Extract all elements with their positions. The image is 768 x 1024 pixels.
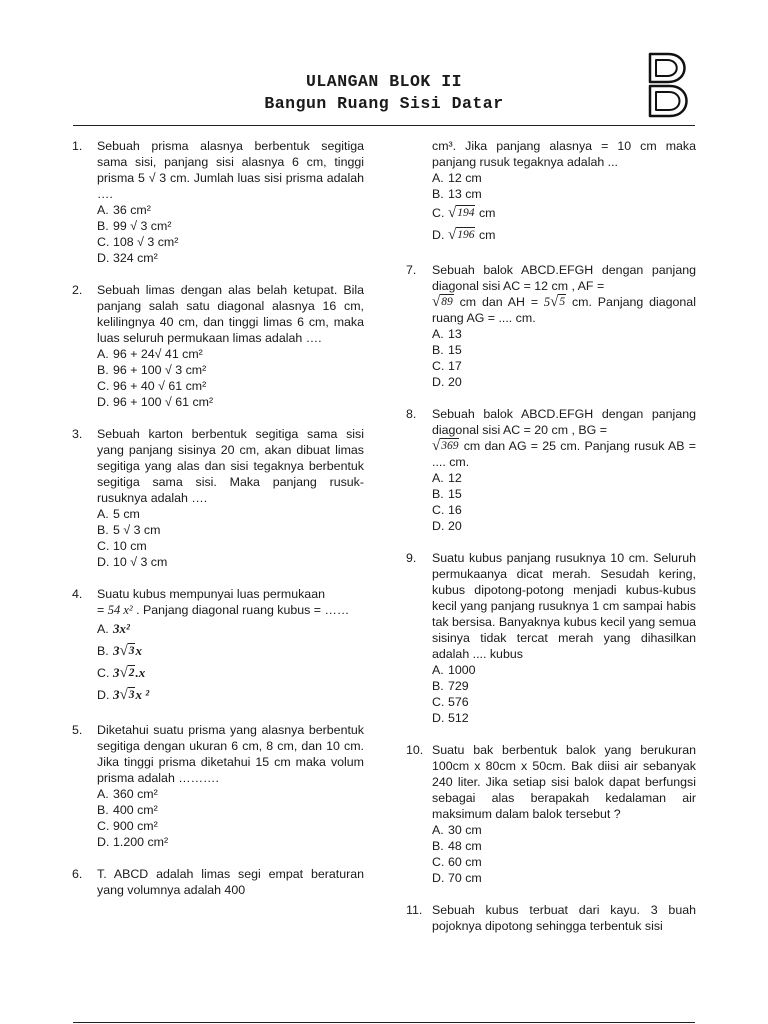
question-6 — [72, 866, 364, 898]
option-c: C. 108 √ 3 cm² — [97, 235, 179, 249]
option-c: C. 60 cm — [432, 855, 482, 869]
question-text: Diketahui suatu prisma yang alasnya berbentuk segitiga dengan ukuran 6 cm, 8 cm, dan 10 cm. Jika tinggi prisma diketahui 15 cm maka volum prisma adalah ………. — [97, 723, 364, 785]
left-column — [72, 138, 364, 914]
option-b: B. 3 √ 3 x — [97, 643, 142, 659]
sqrt-symbol: √ 3 — [119, 643, 135, 659]
option-d: D. 1.200 cm² — [97, 835, 169, 849]
option-b: B. 5 √ 3 cm — [97, 523, 161, 537]
question-4 — [72, 586, 364, 706]
question-text: Sebuah limas dengan alas belah ketupat. Bila panjang salah satu diagonal alasnya 16 cm, kelilingnya 40 cm, dan tinggi limas 6 cm, maka luas seluruh permukaan limas adalah …. — [97, 283, 364, 345]
question-number: 10. — [406, 743, 424, 757]
question-1 — [72, 138, 364, 266]
question-number: 4. — [72, 587, 83, 601]
right-column — [406, 138, 696, 950]
question-number: 8. — [406, 407, 417, 421]
question-number: 7. — [406, 263, 417, 277]
exam-subtitle: Bangun Ruang Sisi Datar — [264, 94, 504, 113]
question-text: Suatu kubus panjang rusuknya 10 cm. Seluruh permukaanya dicat merah. Sesudah kering, kubus dipotong-potong menjadi kubus-kubus kecil yang panjang rusuknya 1 cm sampai habis tak bersisa. Banyaknya kubus kecil yang semua sisinya tidak tercat merah yang dihasilkan adalah .... kubus — [432, 551, 696, 661]
sqrt-symbol: √ 369 — [432, 438, 459, 454]
question-text: Sebuah kubus terbuat dari kayu. 3 buah pojoknya dipotong sehingga terbentuk sisi — [432, 903, 696, 933]
sqrt-symbol: √ 5 — [550, 294, 566, 310]
option-c: C. 3 √ 2 .x — [97, 665, 146, 681]
question-2 — [72, 282, 364, 410]
question-number: 5. — [72, 723, 83, 737]
question-10 — [406, 742, 696, 886]
option-c: C. 96 + 40 √ 61 cm² — [97, 379, 207, 393]
option-a: A. 36 cm² — [97, 203, 151, 217]
question-text-continued: cm³. Jika panjang alasnya = 10 cm maka panjang rusuk tegaknya adalah ... — [432, 139, 696, 169]
option-c: C. √ 194 cm — [432, 205, 496, 221]
option-d: D. 70 cm — [432, 871, 482, 885]
question-text: Sebuah balok ABCD.EFGH dengan panjang diagonal sisi AC = 12 cm , AF = √ 89 cm dan AH = 5 √ 5 cm. Panjang diagonal ruang AG = .... cm. — [432, 263, 696, 325]
question-8 — [406, 406, 696, 534]
question-7 — [406, 262, 696, 390]
option-a: A. 5 cm — [97, 507, 140, 521]
option-c: C. 900 cm² — [97, 819, 158, 833]
option-b: B. 15 — [432, 487, 462, 501]
option-d: D. √ 196 cm — [432, 227, 496, 243]
question-5 — [72, 722, 364, 850]
option-list — [97, 618, 364, 706]
question-number: 3. — [72, 427, 83, 441]
exam-title: ULANGAN BLOK II — [305, 72, 463, 91]
option-a: A. 30 cm — [432, 823, 482, 837]
question-text: Suatu bak berbentuk balok yang berukuran 100cm x 80cm x 50cm. Bak diisi air sebanyak 240 liter. Jika setiap sisi balok dapat berfungsi sebagai alas berapakah kedalaman air maksimum dalam balok tersebut ? — [432, 743, 696, 821]
option-c: C. 10 cm — [97, 539, 147, 553]
option-a: A. 13 — [432, 327, 462, 341]
option-list — [432, 822, 696, 886]
option-a: A. 12 cm — [432, 171, 482, 185]
question-number: 2. — [72, 283, 83, 297]
option-a: A. 360 cm² — [97, 787, 158, 801]
question-9 — [406, 550, 696, 726]
option-d: D. 324 cm² — [97, 251, 158, 265]
question-11 — [406, 902, 696, 934]
option-list — [97, 346, 364, 410]
option-d: D. 10 √ 3 cm — [97, 555, 168, 569]
option-a: A. 12 — [432, 471, 462, 485]
option-b: B. 13 cm — [432, 187, 482, 201]
option-list — [432, 662, 696, 726]
option-c: C. 16 — [432, 503, 462, 517]
option-b: B. 48 cm — [432, 839, 482, 853]
footer-divider — [73, 1022, 695, 1023]
question-3 — [72, 426, 364, 570]
version-badge-logo — [646, 52, 694, 118]
option-d: D. 96 + 100 √ 61 cm² — [97, 395, 214, 409]
option-d: D. 512 — [432, 711, 469, 725]
question-text: Sebuah prisma alasnya berbentuk segitiga sama sisi, panjang sisi alasnya 6 cm, tinggi prisma 5 √ 3 cm. Jumlah luas sisi prisma adalah …. — [97, 139, 364, 201]
option-d: D. 20 — [432, 519, 462, 533]
question-number: 1. — [72, 139, 83, 153]
option-b: B. 15 — [432, 343, 462, 357]
sqrt-symbol: √ 3 — [119, 687, 135, 703]
option-list — [97, 506, 364, 570]
option-list — [432, 470, 696, 534]
option-b: B. 729 — [432, 679, 469, 693]
option-list — [97, 786, 364, 850]
question-number: 11. — [406, 903, 423, 917]
sqrt-symbol: √ 2 — [119, 665, 135, 681]
question-number: 6. — [72, 867, 83, 881]
math-expression: 54 x² — [107, 603, 133, 617]
option-b: B. 96 + 100 √ 3 cm² — [97, 363, 207, 377]
question-6-continued — [406, 138, 696, 246]
question-text: T. ABCD adalah limas segi empat beraturan yang volumnya adalah 400 — [97, 867, 364, 897]
option-c: C. 576 — [432, 695, 469, 709]
question-number: 9. — [406, 551, 417, 565]
option-a: A. 3x² — [97, 621, 130, 636]
option-b: B. 400 cm² — [97, 803, 158, 817]
option-d: D. 3 √ 3 x ² — [97, 687, 150, 703]
sqrt-symbol: √ 196 — [448, 227, 475, 243]
option-list — [97, 202, 364, 266]
question-text: Suatu kubus mempunyai luas permukaan = 54 x² . Panjang diagonal ruang kubus = …… — [97, 587, 350, 617]
sqrt-symbol: √ 194 — [448, 205, 475, 221]
option-list — [432, 326, 696, 390]
option-d: D. 20 — [432, 375, 462, 389]
option-a: A. 96 + 24√ 41 cm² — [97, 347, 203, 361]
option-c: C. 17 — [432, 359, 462, 373]
sqrt-symbol: √ 89 — [432, 294, 453, 310]
header-divider — [73, 125, 695, 126]
option-a: A. 1000 — [432, 663, 476, 677]
option-b: B. 99 √ 3 cm² — [97, 219, 172, 233]
question-text: Sebuah balok ABCD.EFGH dengan panjang diagonal sisi AC = 20 cm , BG = √ 369 cm dan AG = 25 cm. Panjang rusuk AB = .... cm. — [432, 407, 696, 469]
option-list — [406, 170, 696, 246]
question-text: Sebuah karton berbentuk segitiga sama sisi yang panjang sisinya 20 cm, akan dibuat limas segitiga yang alas dan sisi tegaknya berbentuk segitiga sama sisi. Maka panjang rusuk-rusuknya adalah …. — [97, 427, 364, 505]
